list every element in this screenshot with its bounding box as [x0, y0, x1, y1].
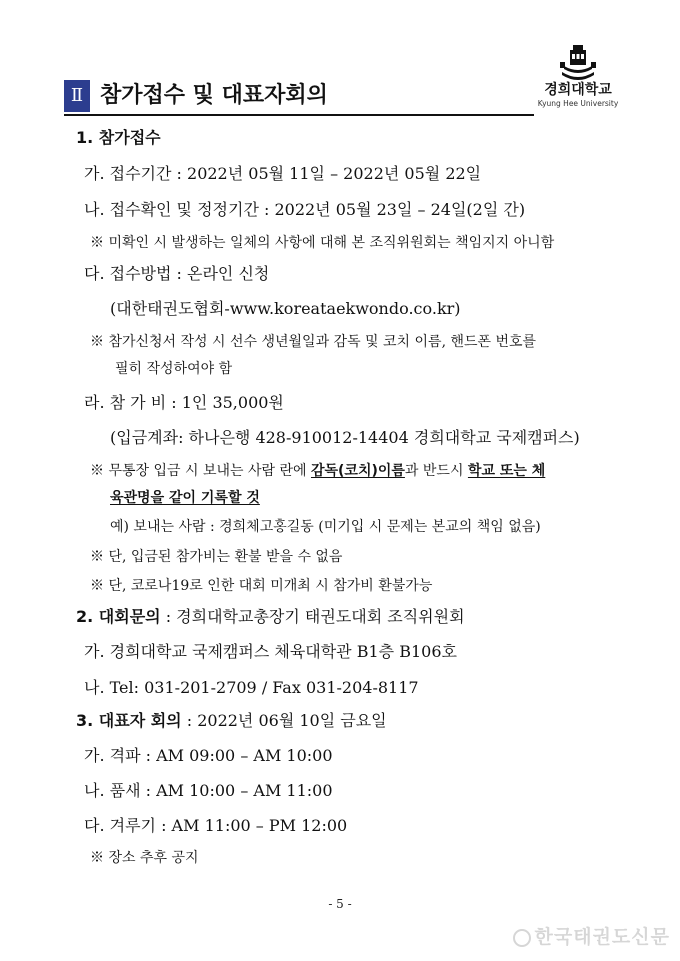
university-emblem-icon [558, 42, 598, 82]
meeting-sparring: 다. 겨루기 : AM 11:00 – PM 12:00 [84, 816, 348, 835]
meeting-date: : 2022년 06월 10일 금요일 [181, 711, 387, 730]
note-deposit-line1 [90, 460, 545, 482]
meeting-label: 3. 대표자 회의 [76, 711, 182, 730]
logo-english-text: Kyung Hee University [537, 99, 619, 108]
meeting-poomsae: 나. 품새 : AM 10:00 – AM 11:00 [84, 781, 333, 800]
registration-website: (대한태권도협회-www.koreataekwondo.co.kr) [110, 299, 461, 318]
note-deposit-school-name: 학교 또는 체 [467, 463, 546, 479]
inquiry-phone-fax: 나. Tel: 031-201-2709 / Fax 031-204-8117 [84, 678, 419, 697]
note-deposit-coach-name: 감독(코치)이름 [310, 463, 405, 479]
section-title: 참가접수 및 대표자회의 [100, 83, 328, 108]
inquiry-label: 2. 대회문의 [76, 607, 161, 626]
note-venue: ※ 장소 추후 공지 [90, 850, 199, 866]
heading-registration: 1. 참가접수 [76, 128, 161, 147]
watermark-text: 한국태권도신문 [534, 926, 670, 948]
inquiry-organizer: : 경희대학교총장기 태권도대회 조직위원회 [160, 607, 465, 626]
entry-fee: 라. 참 가 비 : 1인 35,000원 [84, 393, 284, 412]
note-application-line2: 필히 작성하여야 함 [115, 361, 233, 377]
note-deposit-text-mid: 과 반드시 [404, 463, 468, 479]
inquiry-address: 가. 경희대학교 국제캠퍼스 체육대학관 B1층 B106호 [84, 642, 457, 661]
meeting-breaking: 가. 격파 : AM 09:00 – AM 10:00 [84, 746, 333, 765]
note-covid-refund: ※ 단, 코로나19로 인한 대회 미개최 시 참가비 환불가능 [90, 578, 433, 594]
confirmation-period: 나. 접수확인 및 정정기간 : 2022년 05월 23일 – 24일(2일 간) [84, 200, 526, 219]
newspaper-watermark [513, 922, 670, 949]
note-no-refund: ※ 단, 입금된 참가비는 환불 받을 수 없음 [90, 549, 343, 565]
university-logo [536, 42, 620, 116]
registration-period: 가. 접수기간 : 2022년 05월 11일 – 2022년 05월 22일 [84, 164, 482, 183]
header-underline [64, 114, 534, 116]
section-number-box: Ⅱ [64, 80, 90, 112]
note-deposit-text: ※ 무통장 입금 시 보내는 사람 란에 [90, 463, 311, 479]
deposit-example: 예) 보내는 사람 : 경희체고홍길동 (미기입 시 문제는 본교의 책임 없음) [110, 519, 541, 535]
note-unconfirmed: ※ 미확인 시 발생하는 일체의 사항에 대해 본 조직위원회는 책임지지 아니함 [90, 235, 555, 251]
registration-method: 다. 접수방법 : 온라인 신청 [84, 264, 270, 283]
bank-account: (입금계좌: 하나은행 428-910012-14404 경희대학교 국제캠퍼스) [110, 428, 580, 447]
watermark-logo-icon [513, 929, 531, 947]
note-deposit-line2: 육관명을 같이 기록할 것 [110, 490, 260, 506]
heading-inquiry [76, 606, 465, 628]
page-number: - 5 - [328, 897, 352, 911]
logo-korean-text: 경희대학교 [544, 82, 612, 98]
heading-meeting [76, 710, 387, 732]
note-application-line1: ※ 참가신청서 작성 시 선수 생년월일과 감독 및 코치 이름, 핸드폰 번호를 [90, 334, 537, 350]
